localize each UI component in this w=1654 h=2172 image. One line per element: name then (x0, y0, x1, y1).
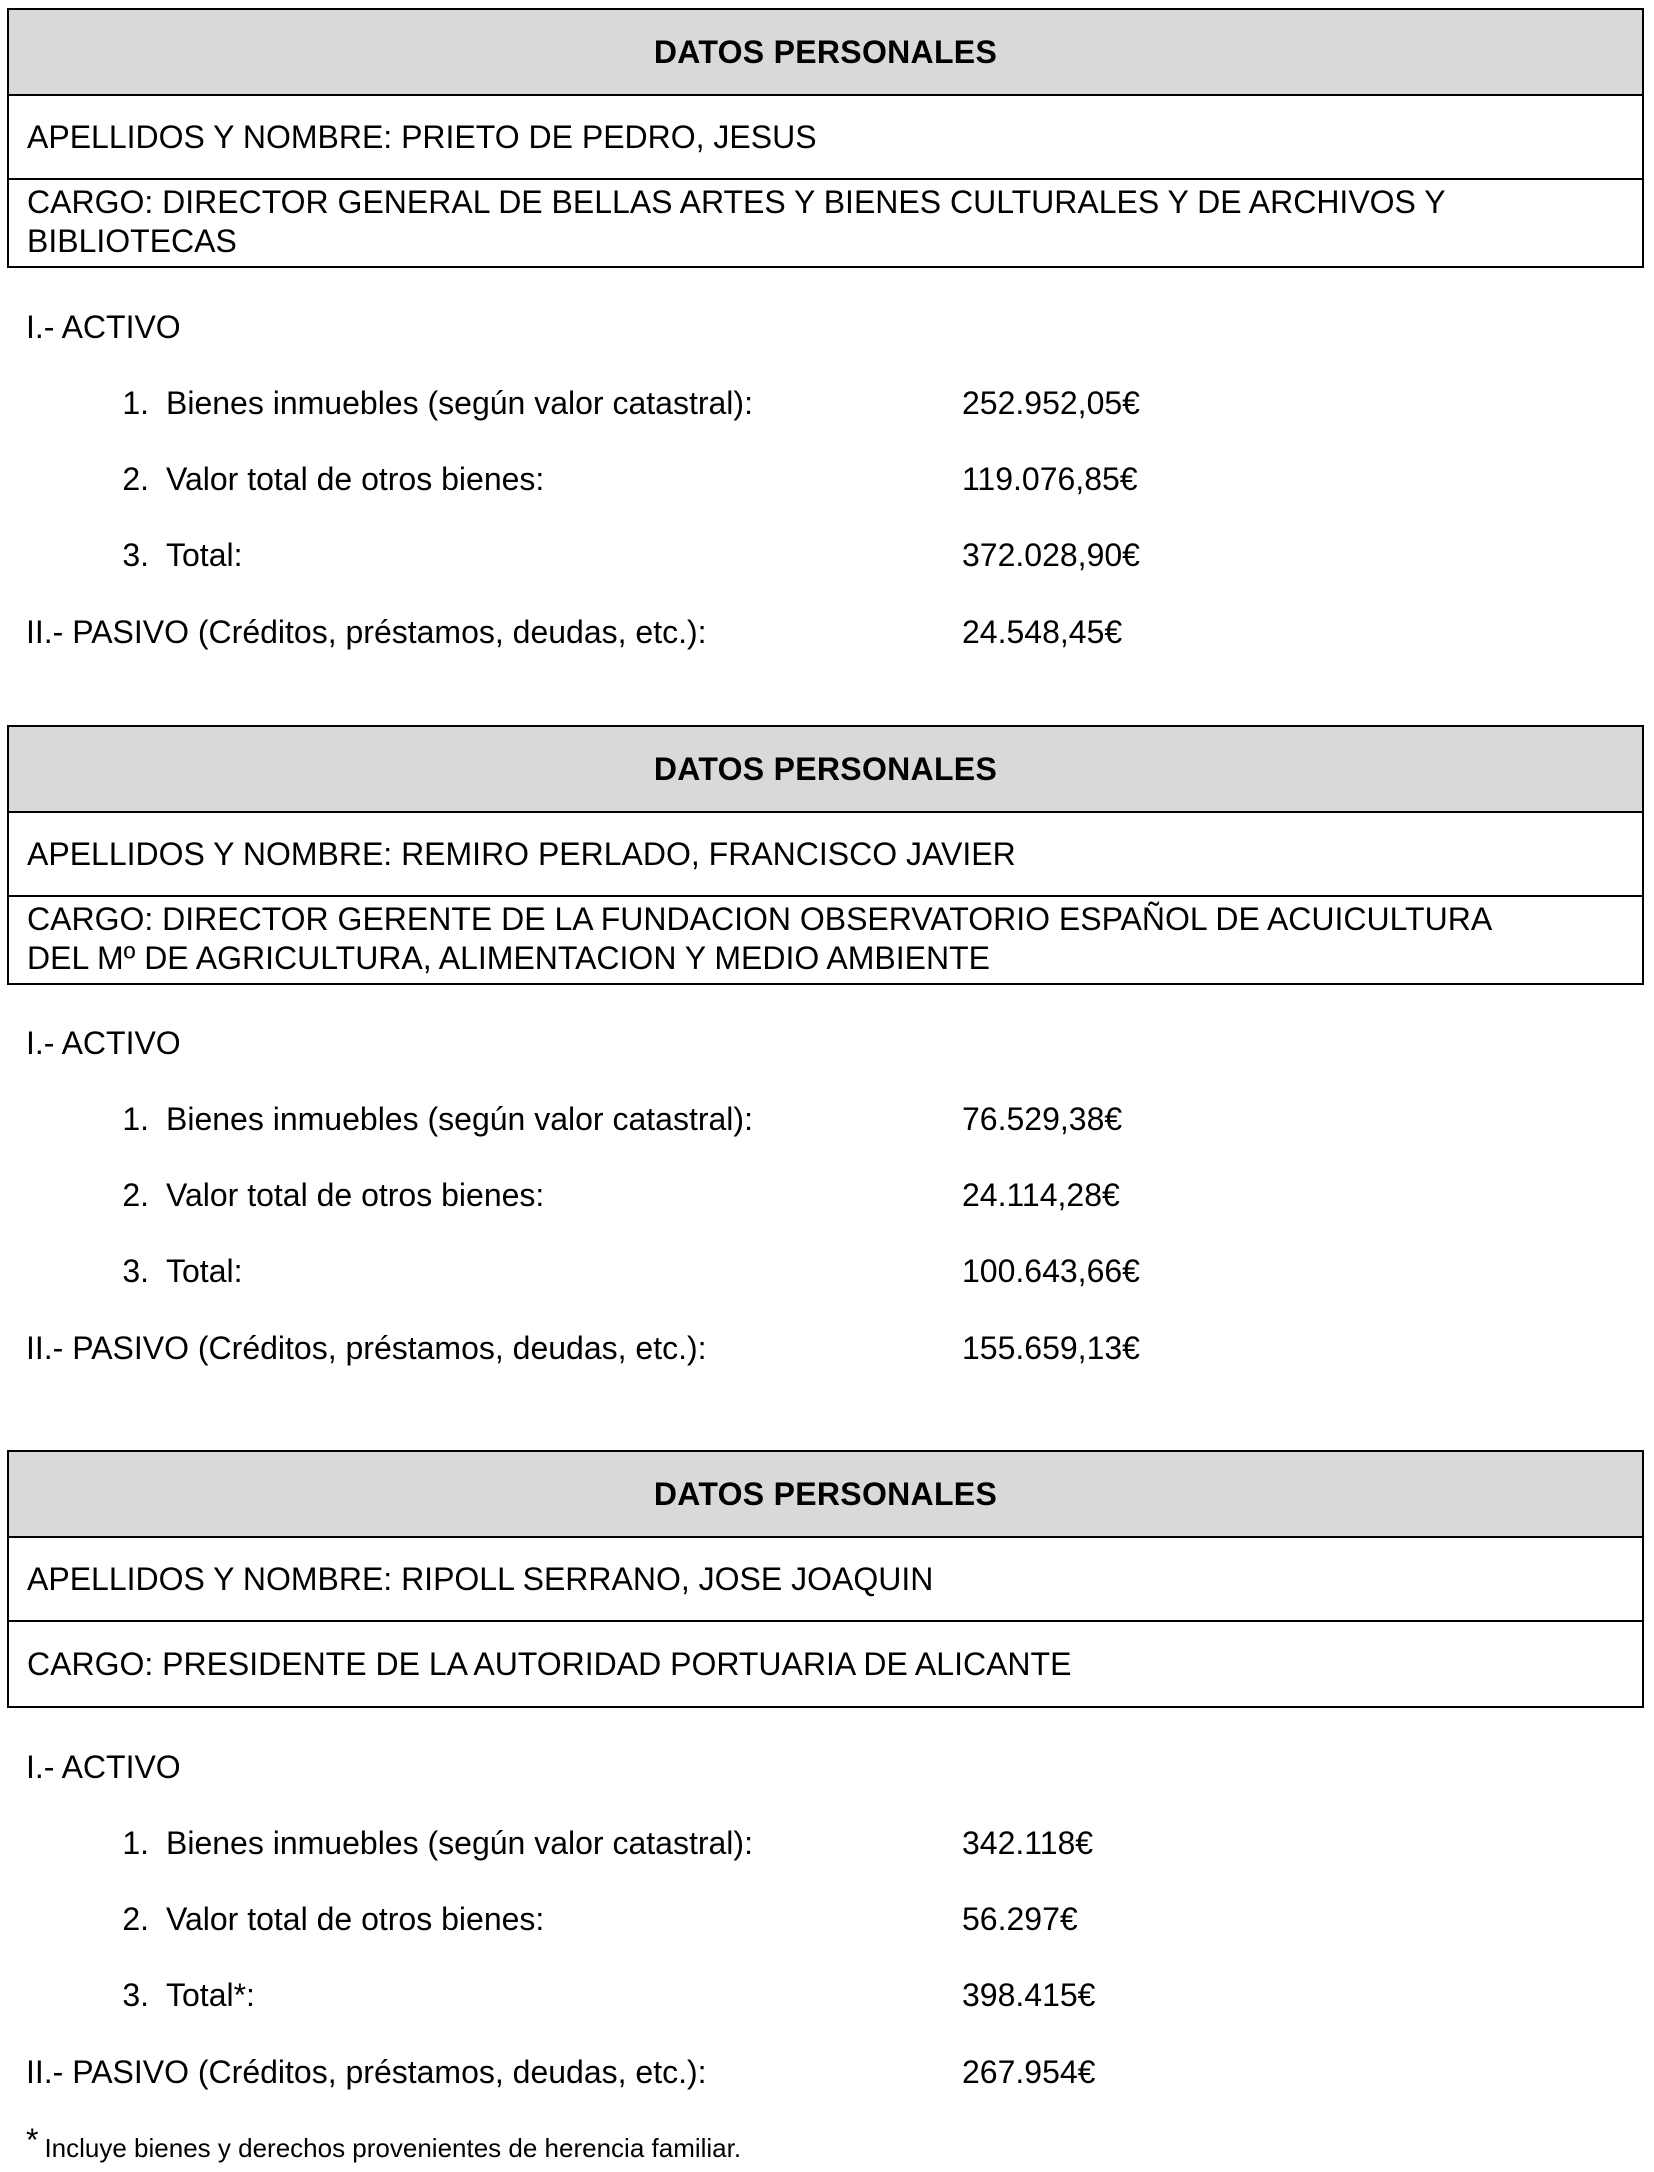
cargo-text-line2: BIBLIOTECAS (27, 223, 237, 259)
item-value: 342.118€ (962, 1825, 1094, 1861)
name-row (9, 1538, 1642, 1622)
name-text: APELLIDOS Y NOMBRE: RIPOLL SERRANO, JOSE JOAQUIN (27, 1560, 934, 1597)
activo-label: I.- ACTIVO (26, 1749, 181, 1785)
pasivo-value: 267.954€ (962, 2054, 1096, 2090)
item-number: 2. (122, 1901, 149, 1937)
item-number: 2. (122, 461, 149, 497)
pasivo-value: 155.659,13€ (962, 1330, 1140, 1366)
cargo-row (9, 1622, 1642, 1706)
item-value: 100.643,66€ (962, 1253, 1140, 1289)
item-number: 3. (122, 537, 149, 573)
activo-label: I.- ACTIVO (26, 1025, 181, 1061)
activo-label: I.- ACTIVO (26, 309, 181, 345)
item-value: 398.415€ (962, 1977, 1096, 2013)
item-label: Total: (166, 537, 243, 573)
cargo-text-line1: CARGO: DIRECTOR GENERAL DE BELLAS ARTES Y BIENES CULTURALES Y DE ARCHIVOS Y (27, 184, 1446, 220)
cargo-text-line2: DEL Mº DE AGRICULTURA, ALIMENTACION Y MEDIO AMBIENTE (27, 940, 990, 976)
name-text: APELLIDOS Y NOMBRE: REMIRO PERLADO, FRANCISCO JAVIER (27, 835, 1016, 872)
item-number: 2. (122, 1177, 149, 1213)
pasivo-label: II.- PASIVO (Créditos, préstamos, deudas, etc.): (26, 614, 707, 650)
item-label: Total: (166, 1253, 243, 1289)
footnote-text: Incluye bienes y derechos provenientes de herencia familiar. (44, 2133, 742, 2163)
item-label: Bienes inmuebles (según valor catastral): (166, 385, 753, 421)
footnote-mark: * (26, 2122, 39, 2158)
item-label: Valor total de otros bienes: (166, 1901, 545, 1937)
pasivo-label: II.- PASIVO (Créditos, préstamos, deudas, etc.): (26, 1330, 707, 1366)
item-number: 1. (122, 385, 149, 421)
item-number: 1. (122, 1825, 149, 1861)
cargo-text-line1: CARGO: DIRECTOR GERENTE DE LA FUNDACION OBSERVATORIO ESPAÑOL DE ACUICULTURA (27, 901, 1493, 937)
table-header: DATOS PERSONALES (9, 727, 1642, 813)
personal-data-table (7, 8, 1644, 268)
name-text: APELLIDOS Y NOMBRE: PRIETO DE PEDRO, JESUS (27, 118, 817, 155)
name-row (9, 813, 1642, 897)
pasivo-label: II.- PASIVO (Créditos, préstamos, deudas, etc.): (26, 2054, 707, 2090)
item-value: 76.529,38€ (962, 1101, 1123, 1137)
item-value: 24.114,28€ (962, 1177, 1120, 1213)
item-value: 372.028,90€ (962, 537, 1140, 573)
item-label: Total*: (166, 1977, 255, 2013)
pasivo-value: 24.548,45€ (962, 614, 1123, 650)
table-header: DATOS PERSONALES (9, 1452, 1642, 1538)
item-label: Valor total de otros bienes: (166, 461, 545, 497)
cargo-row (9, 897, 1642, 983)
table-header: DATOS PERSONALES (9, 10, 1642, 96)
item-number: 1. (122, 1101, 149, 1137)
item-label: Bienes inmuebles (según valor catastral): (166, 1101, 753, 1137)
item-number: 3. (122, 1977, 149, 2013)
item-value: 56.297€ (962, 1901, 1078, 1937)
item-label: Valor total de otros bienes: (166, 1177, 545, 1213)
personal-data-table (7, 1450, 1644, 1708)
item-value: 252.952,05€ (962, 385, 1140, 421)
cargo-row (9, 180, 1642, 266)
item-label: Bienes inmuebles (según valor catastral): (166, 1825, 753, 1861)
name-row (9, 96, 1642, 180)
personal-data-table (7, 725, 1644, 985)
item-value: 119.076,85€ (962, 461, 1138, 497)
cargo-text-line1: CARGO: PRESIDENTE DE LA AUTORIDAD PORTUARIA DE ALICANTE (27, 1645, 1072, 1682)
item-number: 3. (122, 1253, 149, 1289)
footnote (26, 2122, 742, 2164)
